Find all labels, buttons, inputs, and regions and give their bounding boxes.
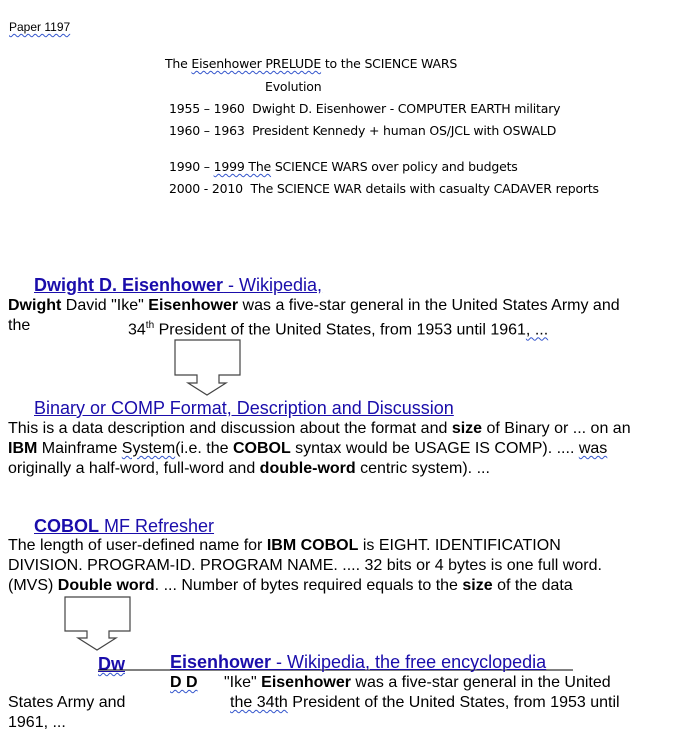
down-arrow-icon [170, 338, 246, 398]
result3-snippet-line2: DIVISION. PROGRAM-ID. PROGRAM NAME. .... 32 bits or 4 bytes is one full word. [8, 557, 602, 574]
result4-title-a[interactable]: Eisenhower [170, 652, 272, 672]
result1-title-link[interactable] [34, 275, 322, 296]
timeline-row [169, 159, 518, 174]
intro-title-pre: The [165, 56, 192, 71]
paper-label: Paper 1197 [9, 20, 71, 34]
timeline-text: The SCIENCE WAR details with casualty CADAVER reports [250, 181, 599, 196]
result3-title-b[interactable]: MF Refresher [99, 516, 215, 536]
result3-title-a[interactable]: COBOL [34, 516, 99, 536]
timeline-years: 1960 – 1963 [169, 123, 245, 138]
intro-subtitle: Evolution [265, 79, 322, 94]
result4-dd: D D [170, 674, 198, 691]
timeline-row [169, 123, 556, 138]
timeline-years: 1955 – 1960 [169, 101, 245, 116]
intro-title-post: to the SCIENCE WARS [321, 56, 458, 71]
result1-title-a[interactable]: Dwight D. Eisenhower [34, 275, 224, 295]
result1-snippet-line1: Dwight David "Ike" Eisenhower was a five-star general in the United States Army and [8, 297, 620, 314]
intro-title [165, 56, 457, 71]
result4-dw[interactable]: Dw [98, 654, 125, 674]
result2-snippet-line3: originally a half-word, full-word and double-word centric system). ... [8, 460, 490, 477]
result3-title-link[interactable] [34, 516, 214, 537]
result4-title-link[interactable] [170, 652, 546, 673]
timeline-row [169, 101, 560, 116]
result2-snippet-line1: This is a data description and discussion about the format and size of Binary or ... on an [8, 420, 631, 437]
result1-snippet-line2b: 34th President of the United States, from 1953 until 1961, ... [128, 320, 549, 339]
result3-snippet-line3: (MVS) Double word. ... Number of bytes required equals to the size of the data [8, 577, 573, 594]
result1-snippet-line2a: the [8, 317, 31, 334]
timeline-years: 2000 - 2010 [169, 181, 243, 196]
timeline-row [169, 181, 599, 196]
timeline-text: President Kennedy + human OS/JCL with OSWALD [252, 123, 557, 138]
result4-left-text: States Army and [8, 694, 126, 711]
result4-title-b[interactable]: - Wikipedia, the free encyclopedia [271, 652, 547, 672]
timeline-text: SCIENCE WARS over policy and budgets [271, 159, 518, 174]
result4-snippet-line2: the 34th President of the United States, from 1953 until [230, 694, 620, 711]
timeline-text: Dwight D. Eisenhower - COMPUTER EARTH military [252, 101, 561, 116]
result4-snippet-line1: "Ike" Eisenhower was a five-star general in the United [224, 674, 611, 691]
result3-snippet-line1: The length of user-defined name for IBM COBOL is EIGHT. IDENTIFICATION [8, 537, 561, 554]
timeline-years: 1990 – [169, 159, 214, 174]
result1-title-b[interactable]: - Wikipedia, [223, 275, 323, 295]
intro-title-link[interactable]: Eisenhower PRELUDE [191, 56, 322, 71]
timeline-years-link: 1999 The [213, 159, 272, 174]
result2-title-link[interactable]: Binary or COMP Format, Description and Discussion [34, 398, 454, 418]
down-arrow-icon [60, 595, 136, 653]
result4-snippet-line3: 1961, ... [8, 714, 66, 731]
result2-snippet-line2: IBM Mainframe System(i.e. the COBOL syntax would be USAGE IS COMP). .... was [8, 440, 608, 457]
